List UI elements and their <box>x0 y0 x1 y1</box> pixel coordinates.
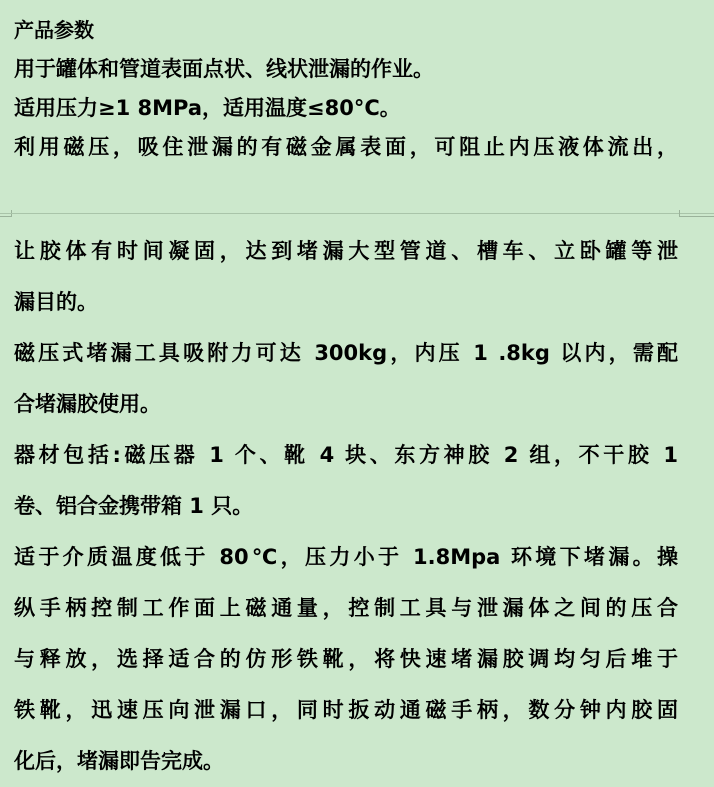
paragraph-line: 利用磁压，吸住泄漏的有磁金属表面，可阻止内压液体流出， <box>14 135 678 159</box>
page-break-separator <box>0 210 714 218</box>
paragraph-line: 纵手柄控制工作面上磁通量，控制工具与泄漏体之间的压合 <box>14 596 678 620</box>
page-break-rule <box>0 213 714 214</box>
paragraph-line: 铁靴，迅速压向泄漏口，同时扳动通磁手柄，数分钟内胶固 <box>14 698 678 722</box>
document-section-bottom <box>14 226 704 787</box>
paragraph-line: 磁压式堵漏工具吸附力可达 300kg，内压 1 .8kg 以内，需配 <box>14 341 678 365</box>
paragraph-line: 与释放，选择适合的仿形铁靴，将快速堵漏胶调均匀后堆于 <box>14 647 678 671</box>
paragraph-line: 卷、铝合金携带箱 1 只。 <box>14 494 254 518</box>
document-title: 产品参数 <box>14 18 94 42</box>
page-corner-mark-right <box>679 210 714 217</box>
paragraph-line: 用于罐体和管道表面点状、线状泄漏的作业。 <box>14 57 434 81</box>
document-section-top <box>14 10 704 167</box>
paragraph-line: 让胶体有时间凝固，达到堵漏大型管道、槽车、立卧罐等泄 <box>14 239 678 263</box>
paragraph-line: 化后，堵漏即告完成。 <box>14 749 224 773</box>
paragraph-line: 适用压力≥1 8MPa，适用温度≤80°C。 <box>14 96 401 120</box>
paragraph-line: 漏目的。 <box>14 290 98 314</box>
paragraph-line: 器材包括:磁压器 1 个、靴 4 块、东方神胶 2 组，不干胶 1 <box>14 443 678 467</box>
paragraph-line: 合堵漏胶使用。 <box>14 392 161 416</box>
paragraph-line: 适于介质温度低于 80℃，压力小于 1.8Mpa 环境下堵漏。操 <box>14 545 678 569</box>
